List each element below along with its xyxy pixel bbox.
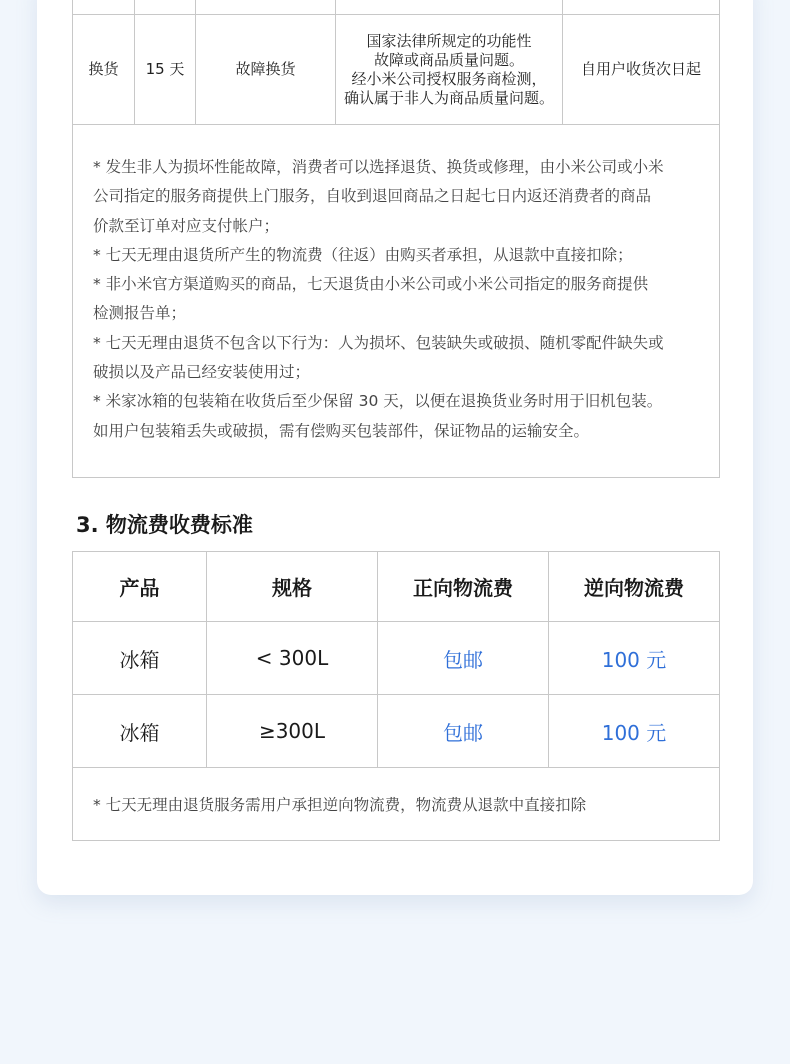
table-header-row <box>73 552 720 622</box>
note-line: 价款至订单对应支付帐户； <box>93 216 280 235</box>
note-line: * 非小米官方渠道购买的商品，七天退货由小米公司或小米公司指定的服务商提供 <box>93 275 649 294</box>
table-row <box>73 622 720 695</box>
header-return-fee: 逆向物流费 <box>549 552 720 622</box>
note-line: * 发生非人为损坏性能故障，消费者可以选择退货、换货或修理，由小米公司或小米 <box>93 158 664 176</box>
condition-line: 故障或商品质量问题。 <box>373 50 524 69</box>
service-type-cell: 换货 <box>73 15 135 125</box>
service-period-cell: 15 天 <box>135 15 196 125</box>
return-policy-table <box>72 0 720 478</box>
policy-notes <box>73 125 719 446</box>
table-row <box>73 695 720 768</box>
product-cell: 冰箱 <box>73 622 207 695</box>
note-line: * 米家冰箱的包装箱在收货后至少保留 30 天，以便在退换货业务时用于旧机包装。 <box>93 392 663 411</box>
forward-fee-cell: 包邮 <box>378 622 549 695</box>
fee-note: * 七天无理由退货服务需用户承担逆向物流费，物流费从退款中直接扣除 <box>73 768 720 841</box>
condition-line: 国家法律所规定的功能性 <box>366 31 532 50</box>
service-name-cell: 故障换货 <box>196 15 336 125</box>
section-title: 3. 物流费收费标准 <box>76 513 253 537</box>
product-cell: 冰箱 <box>73 695 207 768</box>
logistics-fee-table <box>72 551 720 841</box>
spec-cell: < 300L <box>207 622 378 695</box>
note-line: 破损以及产品已经安装使用过； <box>93 363 311 382</box>
table-row-exchange <box>73 15 720 125</box>
header-forward-fee: 正向物流费 <box>378 552 549 622</box>
note-line: 公司指定的服务商提供上门服务，自收到退回商品之日起七日内返还消费者的商品 <box>93 187 652 206</box>
header-spec: 规格 <box>207 552 378 622</box>
forward-fee-cell: 包邮 <box>378 695 549 768</box>
note-line: 检测报告单； <box>93 304 187 323</box>
return-fee-cell: 100 元 <box>549 695 720 768</box>
condition-line: 确认属于非人为商品质量问题。 <box>343 88 554 107</box>
table-row-cut-off <box>73 0 720 15</box>
header-product: 产品 <box>73 552 207 622</box>
policy-notes-cell <box>73 125 720 478</box>
note-line: * 七天无理由退货所产生的物流费（往返）由购买者承担，从退款中直接扣除； <box>93 245 633 264</box>
spec-cell: ≥300L <box>207 695 378 768</box>
service-condition-cell <box>336 15 563 125</box>
table-note-row <box>73 768 720 841</box>
service-start-cell: 自用户收货次日起 <box>563 15 720 125</box>
note-line: 如用户包装箱丢失或破损，需有偿购买包装部件，保证物品的运输安全。 <box>93 421 590 440</box>
return-fee-cell: 100 元 <box>549 622 720 695</box>
condition-line: 经小米公司授权服务商检测， <box>351 69 547 88</box>
note-line: * 七天无理由退货不包含以下行为：人为损坏、包装缺失或破损、随机零配件缺失或 <box>93 333 664 352</box>
